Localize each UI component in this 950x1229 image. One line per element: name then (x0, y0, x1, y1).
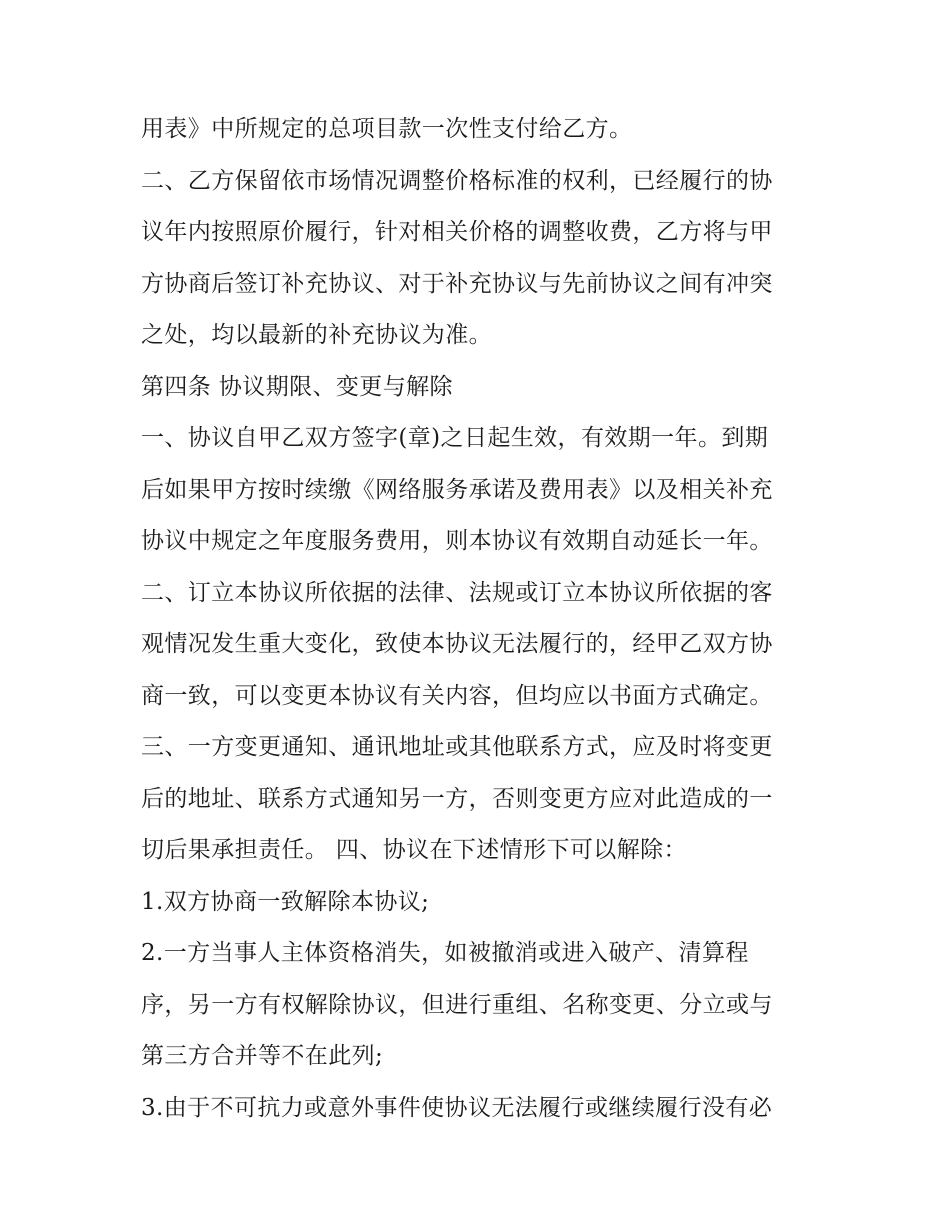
list-item: 3.由于不可抗力或意外事件使协议无法履行或继续履行没有必 (141, 1094, 773, 1121)
text-line: 后如果甲方按时续缴《网络服务承诺及费用表》以及相关补充 (141, 476, 773, 503)
list-item: 2.一方当事人主体资格消失，如被撤消或进入破产、清算程 (141, 940, 749, 966)
text-line: 用表》中所规定的总项目款一次性支付给乙方。 (141, 116, 633, 142)
text-line: 方协商后签订补充协议、对于补充协议与先前协议之间有冲突 (141, 270, 773, 297)
section-heading: 第四条 协议期限、变更与解除 (141, 373, 453, 400)
text-line: 后的地址、联系方式通知另一方，否则变更方应对此造成的一 (141, 785, 773, 812)
text-line: 商一致，可以变更本协议有关内容，但均应以书面方式确定。 (141, 682, 773, 709)
text-line: 序，另一方有权解除协议，但进行重组、名称变更、分立或与 (141, 991, 773, 1018)
text-line: 议年内按照原价履行，针对相关价格的调整收费，乙方将与甲 (141, 219, 773, 245)
text-line: 二、订立本协议所依据的法律、法规或订立本协议所依据的客 (141, 579, 773, 606)
text-line: 观情况发生重大变化，致使本协议无法履行的，经甲乙双方协 (141, 631, 773, 657)
text-line: 切后果承担责任。 四、协议在下述情形下可以解除： (141, 837, 687, 863)
text-line: 协议中规定之年度服务费用，则本协议有效期自动延长一年。 (141, 528, 773, 554)
text-line: 二、乙方保留依市场情况调整价格标准的权利，已经履行的协 (141, 167, 773, 194)
text-line: 第三方合并等不在此列; (141, 1043, 384, 1069)
text-line: 之处，均以最新的补充协议为准。 (141, 322, 492, 348)
list-item: 1.双方协商一致解除本协议; (141, 888, 430, 915)
text-line: 一、协议自甲乙双方签字(章)之日起生效，有效期一年。到期 (141, 425, 769, 451)
text-line: 三、一方变更通知、通讯地址或其他联系方式，应及时将变更 (141, 734, 773, 760)
document-body (141, 104, 813, 1134)
